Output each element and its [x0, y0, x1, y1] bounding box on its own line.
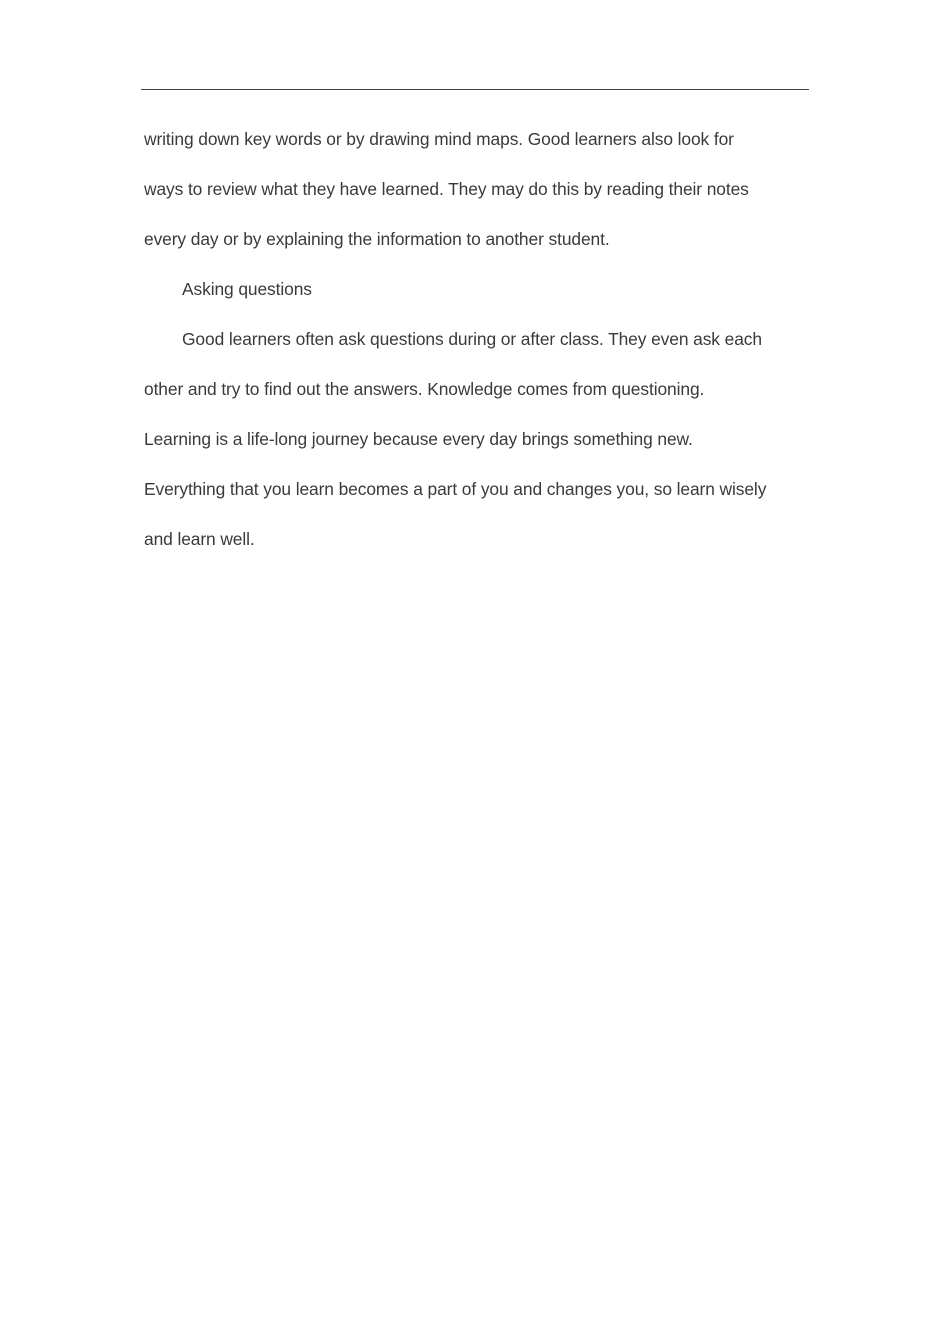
- text-line: Good learners often ask questions during or after class. They even ask each: [182, 329, 762, 349]
- header-rule: [141, 89, 809, 90]
- text-line: and learn well.: [144, 529, 255, 549]
- body-text: [144, 114, 809, 564]
- text-line: writing down key words or by drawing mind maps. Good learners also look for: [144, 129, 734, 149]
- text-line: ways to review what they have learned. They may do this by reading their notes: [144, 179, 749, 199]
- text-line: Everything that you learn becomes a part of you and changes you, so learn wisely: [144, 479, 767, 499]
- section-heading: Asking questions: [182, 279, 312, 299]
- text-line: other and try to find out the answers. Knowledge comes from questioning.: [144, 379, 705, 399]
- text-line: every day or by explaining the information to another student.: [144, 229, 610, 249]
- text-line: Learning is a life-long journey because every day brings something new.: [144, 429, 693, 449]
